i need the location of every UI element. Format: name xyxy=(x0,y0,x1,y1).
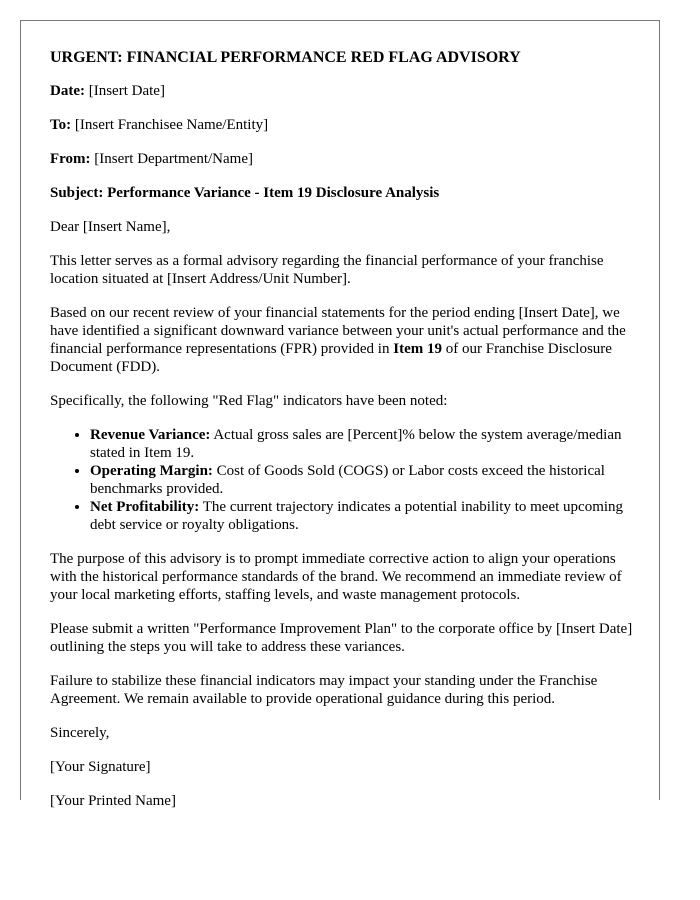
paragraph-review-text-2: of our Franchise Disclosure Document (FDD). xyxy=(50,341,612,375)
signature-block xyxy=(50,724,640,810)
subject-value: Performance Variance - Item 19 Disclosure Analysis xyxy=(103,185,440,201)
list-item xyxy=(90,462,640,498)
subject-line xyxy=(50,184,640,202)
date-label: Date: xyxy=(50,83,85,99)
item-19-reference: Item 19 xyxy=(393,341,442,357)
to-value: [Insert Franchisee Name/Entity] xyxy=(71,117,269,133)
printed-name-placeholder: [Your Printed Name] xyxy=(50,793,176,809)
closing: Sincerely, xyxy=(50,725,110,741)
red-flag-list xyxy=(50,426,640,534)
date-value: [Insert Date] xyxy=(84,83,165,99)
list-item xyxy=(90,498,640,534)
bullet-text: Cost of Goods Sold (COGS) or Labor costs exceed the historical benchmarks provided. xyxy=(90,463,605,497)
subject-label: Subject: xyxy=(50,185,104,201)
paragraph-intro: This letter serves as a formal advisory regarding the financial performance of your franchise location situated at [Insert Address/Unit Number]. xyxy=(50,253,604,287)
from-value: [Insert Department/Name] xyxy=(90,151,253,167)
salutation: Dear [Insert Name], xyxy=(50,219,171,235)
paragraph-review xyxy=(50,304,640,376)
paragraph-submit-plan: Please submit a written "Performance Improvement Plan" to the corporate office by [Insert Date] outlining the steps you will take to address these variances. xyxy=(50,621,633,655)
paragraph-indicators-intro: Specifically, the following "Red Flag" indicators have been noted: xyxy=(50,393,448,409)
signature-placeholder: [Your Signature] xyxy=(50,759,151,775)
bullet-label: Operating Margin: xyxy=(90,463,213,479)
letter-title: URGENT: FINANCIAL PERFORMANCE RED FLAG ADVISORY xyxy=(50,49,521,66)
bullet-text: The current trajectory indicates a potential inability to meet upcoming debt service or royalty obligations. xyxy=(90,499,624,533)
letter-body xyxy=(50,48,640,826)
bullet-label: Net Profitability: xyxy=(90,499,200,515)
date-line xyxy=(50,82,640,100)
list-item xyxy=(90,426,640,462)
from-line xyxy=(50,150,640,168)
paragraph-purpose: The purpose of this advisory is to prompt immediate corrective action to align your operations with the historical performance standards of the brand. We recommend an immediate review of your local marketing efforts, staffing levels, and waste management protocols. xyxy=(50,551,622,603)
from-label: From: xyxy=(50,151,91,167)
paragraph-failure: Failure to stabilize these financial indicators may impact your standing under the Franchise Agreement. We remain available to provide operational guidance during this period. xyxy=(50,673,598,707)
to-label: To: xyxy=(50,117,72,133)
letter-page xyxy=(20,20,660,809)
paragraph-review-text-1: Based on our recent review of your financial statements for the period ending [Insert Date], we have identified a significant downward variance between your unit's actual performance and the financial performance representations (FPR) provided in xyxy=(50,305,626,357)
bullet-label: Revenue Variance: xyxy=(90,427,211,443)
bullet-text: Actual gross sales are [Percent]% below the system average/median stated in Item 19. xyxy=(90,427,622,461)
to-line xyxy=(50,116,640,134)
